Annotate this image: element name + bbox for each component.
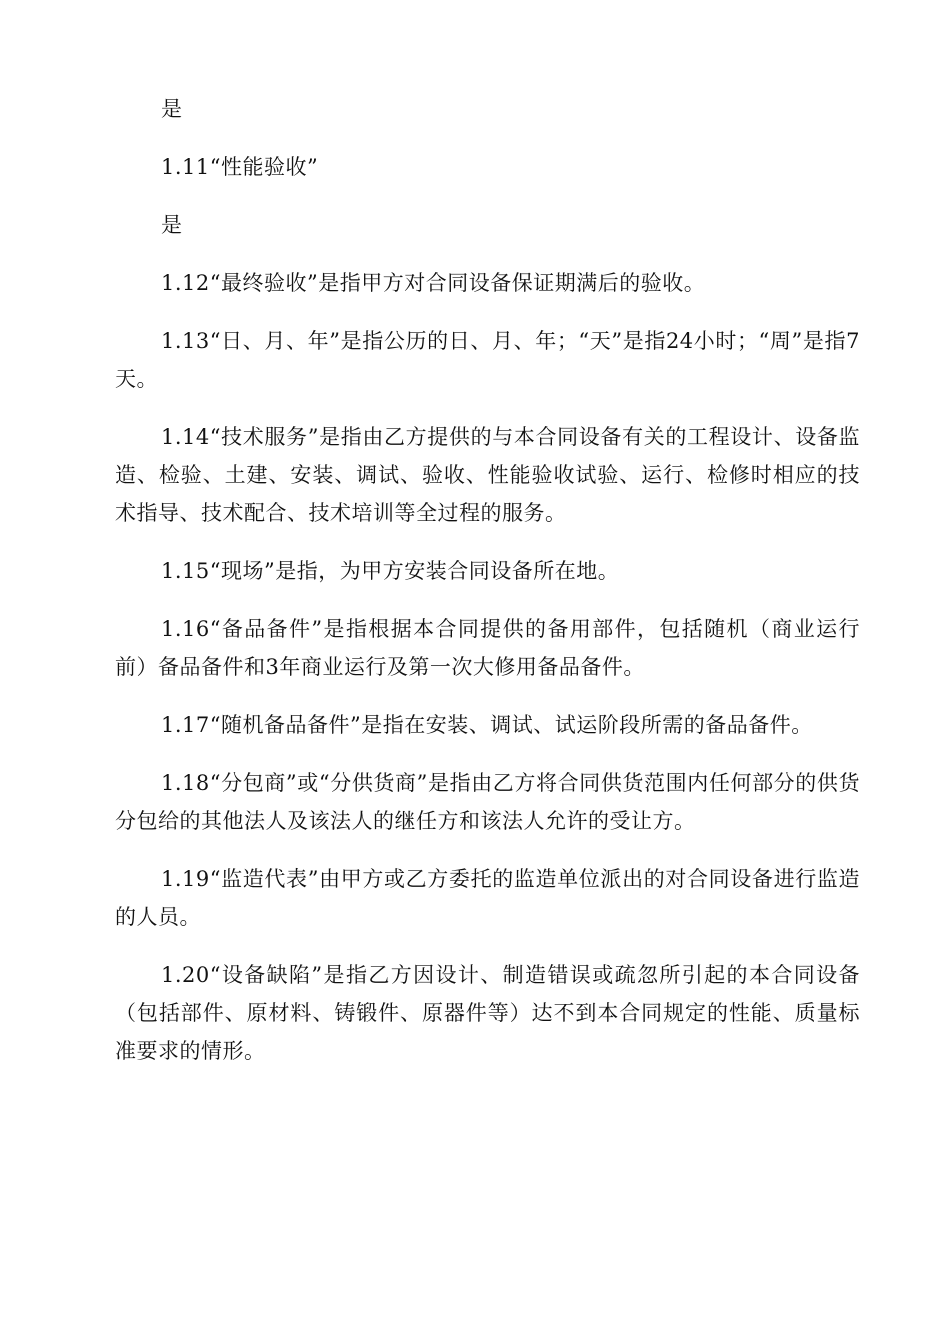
paragraph-1-14: 1.14“技术服务”是指由乙方提供的与本合同设备有关的工程设计、设备监造、检验、土建、安装、调试、验收、性能验收试验、运行、检修时相应的技术指导、技术配合、技术培训等全过程的服务。 (115, 425, 860, 525)
paragraph-1-13: 1.13“日、月、年”是指公历的日、月、年；“天”是指24小时；“周”是指7天。 (115, 329, 860, 391)
document-page (115, 90, 860, 1090)
paragraph-1-12: 1.12“最终验收”是指甲方对合同设备保证期满后的验收。 (161, 271, 706, 295)
paragraph-shi-2: 是 (161, 213, 183, 237)
paragraph-1-11: 1.11“性能验收” (161, 155, 319, 179)
paragraph-1-16: 1.16“备品备件”是指根据本合同提供的备用部件，包括随机（商业运行前）备品备件和3年商业运行及第一次大修用备品备件。 (115, 617, 860, 679)
paragraph-1-18: 1.18“分包商”或“分供货商”是指由乙方将合同供货范围内任何部分的供货分包给的其他法人及该法人的继任方和该法人允许的受让方。 (115, 771, 860, 833)
paragraph-1-15: 1.15“现场”是指，为甲方安装合同设备所在地。 (161, 559, 620, 583)
paragraph-1-17: 1.17“随机备品备件”是指在安装、调试、试运阶段所需的备品备件。 (161, 713, 813, 737)
paragraph-1-19: 1.19“监造代表”由甲方或乙方委托的监造单位派出的对合同设备进行监造的人员。 (115, 867, 860, 929)
paragraph-1-20: 1.20“设备缺陷”是指乙方因设计、制造错误或疏忽所引起的本合同设备（包括部件、原材料、铸锻件、原器件等）达不到本合同规定的性能、质量标准要求的情形。 (115, 963, 860, 1063)
paragraph-shi-1: 是 (161, 97, 183, 121)
